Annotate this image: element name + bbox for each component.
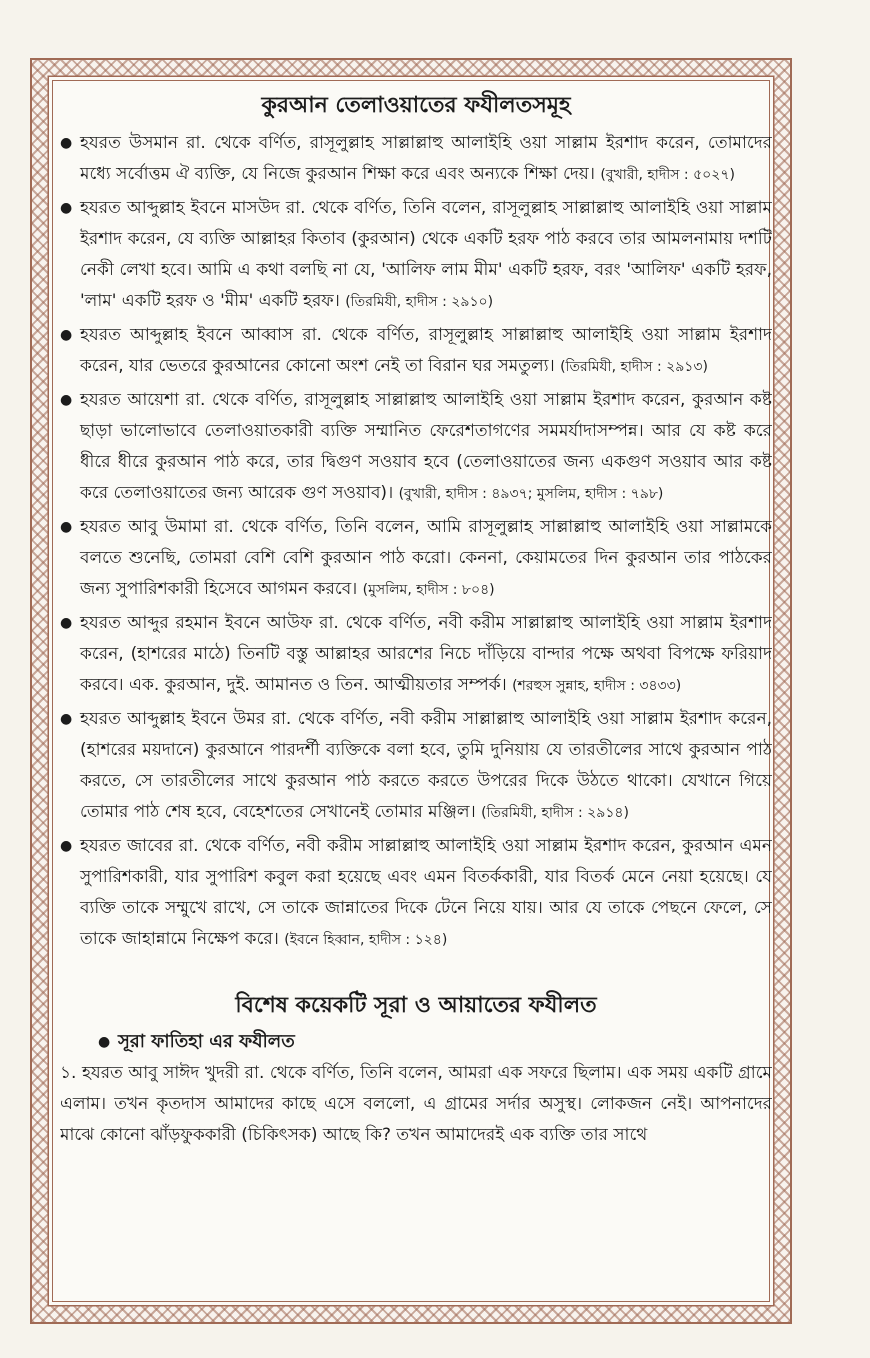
numbered-list <box>60 1058 772 1151</box>
page-content <box>60 86 772 1306</box>
section-title: বিশেষ কয়েকটি সূরা ও আয়াতের ফযীলত <box>235 993 597 1018</box>
hadith-item <box>60 193 772 318</box>
hadith-source: (বুখারী, হাদীস : ৪৯৩৭; মুসলিম, হাদীস : ৭৯৮) <box>398 486 664 502</box>
hadith-text: হযরত উসমান রা. থেকে বর্ণিত, রাসূলুল্লাহ সাল্লাল্লাহু আলাইহি ওয়া সাল্লাম ইরশাদ করেন, তোমাদের মধ্যে সর্বোত্তম ঐ ব্যক্তি, যে নিজে কুরআন শিক্ষা করে এবং অন্যকে শিক্ষা দেয়। <box>80 133 772 184</box>
hadith-source: (তিরমিযী, হাদীস : ২৯১৩) <box>560 359 708 375</box>
hadith-source: (মুসলিম, হাদীস : ৮০৪) <box>362 582 495 598</box>
hadith-item <box>60 831 772 956</box>
hadith-item <box>60 512 772 606</box>
hadith-text: হযরত আব্দুল্লাহ ইবনে উমর রা. থেকে বর্ণিত, নবী করীম সাল্লাল্লাহু আলাইহি ওয়া সাল্লাম ইরশাদ করেন, (হাশরের ময়দানে) কুরআনে পারদর্শী ব্যক্তিকে বলা হবে, তুমি দুনিয়ায় যে তারতীলের সাথে কুরআন পাঠ করতে, সে তারতীলের সাথে কুরআন পাঠ করতে করতে উপরের দিকে উঠতে থাকো। যেখানে গিয়ে তোমার পাঠ শেষ হবে, বেহেশতের সেখানেই তোমার মঞ্জিল। <box>80 709 772 822</box>
hadith-text: হযরত আয়েশা রা. থেকে বর্ণিত, রাসূলুল্লাহ সাল্লাল্লাহু আলাইহি ওয়া সাল্লাম ইরশাদ করেন, কুরআন কষ্ট ছাড়া ভালোভাবে তেলাওয়াতকারী ব্যক্তি সম্মানিত ফেরেশতাগণের সমমর্যাদাসম্পন্ন। আর যে কষ্ট করে ধীরে ধীরে কুরআন পাঠ করে, তার দ্বিগুণ সওয়াব হবে (তেলাওয়াতের জন্য একগুণ সওয়াব আর কষ্ট করে তেলাওয়াতের জন্য আরেক গুণ সওয়াব)। <box>80 390 772 503</box>
subheading-text: সূরা ফাতিহা এর ফযীলত <box>118 1031 295 1052</box>
hadith-source: (শরহুস সুন্নাহ, হাদীস : ৩৪৩৩) <box>512 678 682 694</box>
hadith-source: (ইবনে হিব্বান, হাদীস : ১২৪) <box>284 932 448 948</box>
bullet-icon: ● <box>98 1034 111 1050</box>
hadith-item <box>60 704 772 829</box>
item-number: ১. <box>60 1063 77 1083</box>
hadith-item <box>60 608 772 702</box>
hadith-item <box>60 128 772 191</box>
hadith-text: হযরত আব্দুল্লাহ ইবনে মাসউদ রা. থেকে বর্ণিত, তিনি বলেন, রাসূলুল্লাহ সাল্লাল্লাহু আলাইহি ওয়া সাল্লাম ইরশাদ করেন, যে ব্যক্তি আল্লাহর কিতাব (কুরআন) থেকে একটি হরফ পাঠ করবে তার আমলনামায় দশটি নেকী লেখা হবে। আমি এ কথা বলছি না যে, 'আলিফ লাম মীম' একটি হরফ, বরং 'আলিফ' একটি হরফ, 'লাম' একটি হরফ ও 'মীম' একটি হরফ। <box>80 198 772 311</box>
section-title: কুরআন তেলাওয়াতের ফযীলতসমূহ <box>261 93 571 118</box>
numbered-item <box>60 1058 772 1151</box>
hadith-text: হযরত আবু উমামা রা. থেকে বর্ণিত, তিনি বলেন, আমি রাসূলুল্লাহ সাল্লাল্লাহু আলাইহি ওয়া সাল্লামকে বলতে শুনেছি, তোমরা বেশি বেশি কুরআন পাঠ করো। কেননা, কেয়ামতের দিন কুরআন তার পাঠকের জন্য সুপারিশকারী হিসেবে আগমন করবে। <box>80 517 772 599</box>
hadith-source: (তিরমিযী, হাদীস : ২৯১০) <box>345 294 494 310</box>
hadith-text: হযরত আব্দুল্লাহ ইবনে আব্বাস রা. থেকে বর্ণিত, রাসূলুল্লাহ সাল্লাল্লাহু আলাইহি ওয়া সাল্লাম ইরশাদ করেন, যার ভেতরে কুরআনের কোনো অংশ নেই তা বিরান ঘর সমতুল্য। <box>80 325 772 376</box>
hadith-item <box>60 320 772 383</box>
hadith-item <box>60 385 772 510</box>
hadith-source: (তিরমিযী, হাদীস : ২৯১৪) <box>481 805 629 821</box>
hadith-text: হযরত আব্দুর রহমান ইবনে আউফ রা. থেকে বর্ণিত, নবী করীম সাল্লাল্লাহু আলাইহি ওয়া সাল্লাম ইরশাদ করেন, (হাশরের মাঠে) তিনটি বস্তু আল্লাহর আরশের নিচে দাঁড়িয়ে বান্দার পক্ষে অথবা বিপক্ষে ফরিয়াদ করবে। এক. কুরআন, দুই. আমানত ও তিন. আত্মীয়তার সম্পর্ক। <box>80 613 772 695</box>
item-text: হযরত আবু সাঈদ খুদরী রা. থেকে বর্ণিত, তিনি বলেন, আমরা এক সফরে ছিলাম। এক সময় একটি গ্রামে এলাম। তখন কৃতদাস আমাদের কাছে এসে বললো, এ গ্রামের সর্দার অসুস্থ। লোকজন নেই। আপনাদের মাঝে কোনো ঝাঁড়ফুককারী (চিকিৎসক) আছে কি? তখন আমাদেরই এক ব্যক্তি তার সাথে <box>60 1063 772 1145</box>
hadith-source: (বুখারী, হাদীস : ৫০২৭) <box>600 167 735 183</box>
subheading <box>60 1026 772 1058</box>
hadith-list <box>60 128 772 956</box>
hadith-text: হযরত জাবের রা. থেকে বর্ণিত, নবী করীম সাল্লাল্লাহু আলাইহি ওয়া সাল্লাম ইরশাদ করেন, কুরআন এমন সুপারিশকারী, যার সুপারিশ কবুল করা হয়েছে এবং এমন বিতর্ককারী, যার বিতর্ক মেনে নেয়া হয়েছে। যে ব্যক্তি তাকে সম্মুখে রাখে, সে তাকে জান্নাতের দিকে টেনে নিয়ে যায়। আর যে তাকে পেছনে ফেলে, সে তাকে জাহান্নামে নিক্ষেপ করে। <box>80 836 772 949</box>
